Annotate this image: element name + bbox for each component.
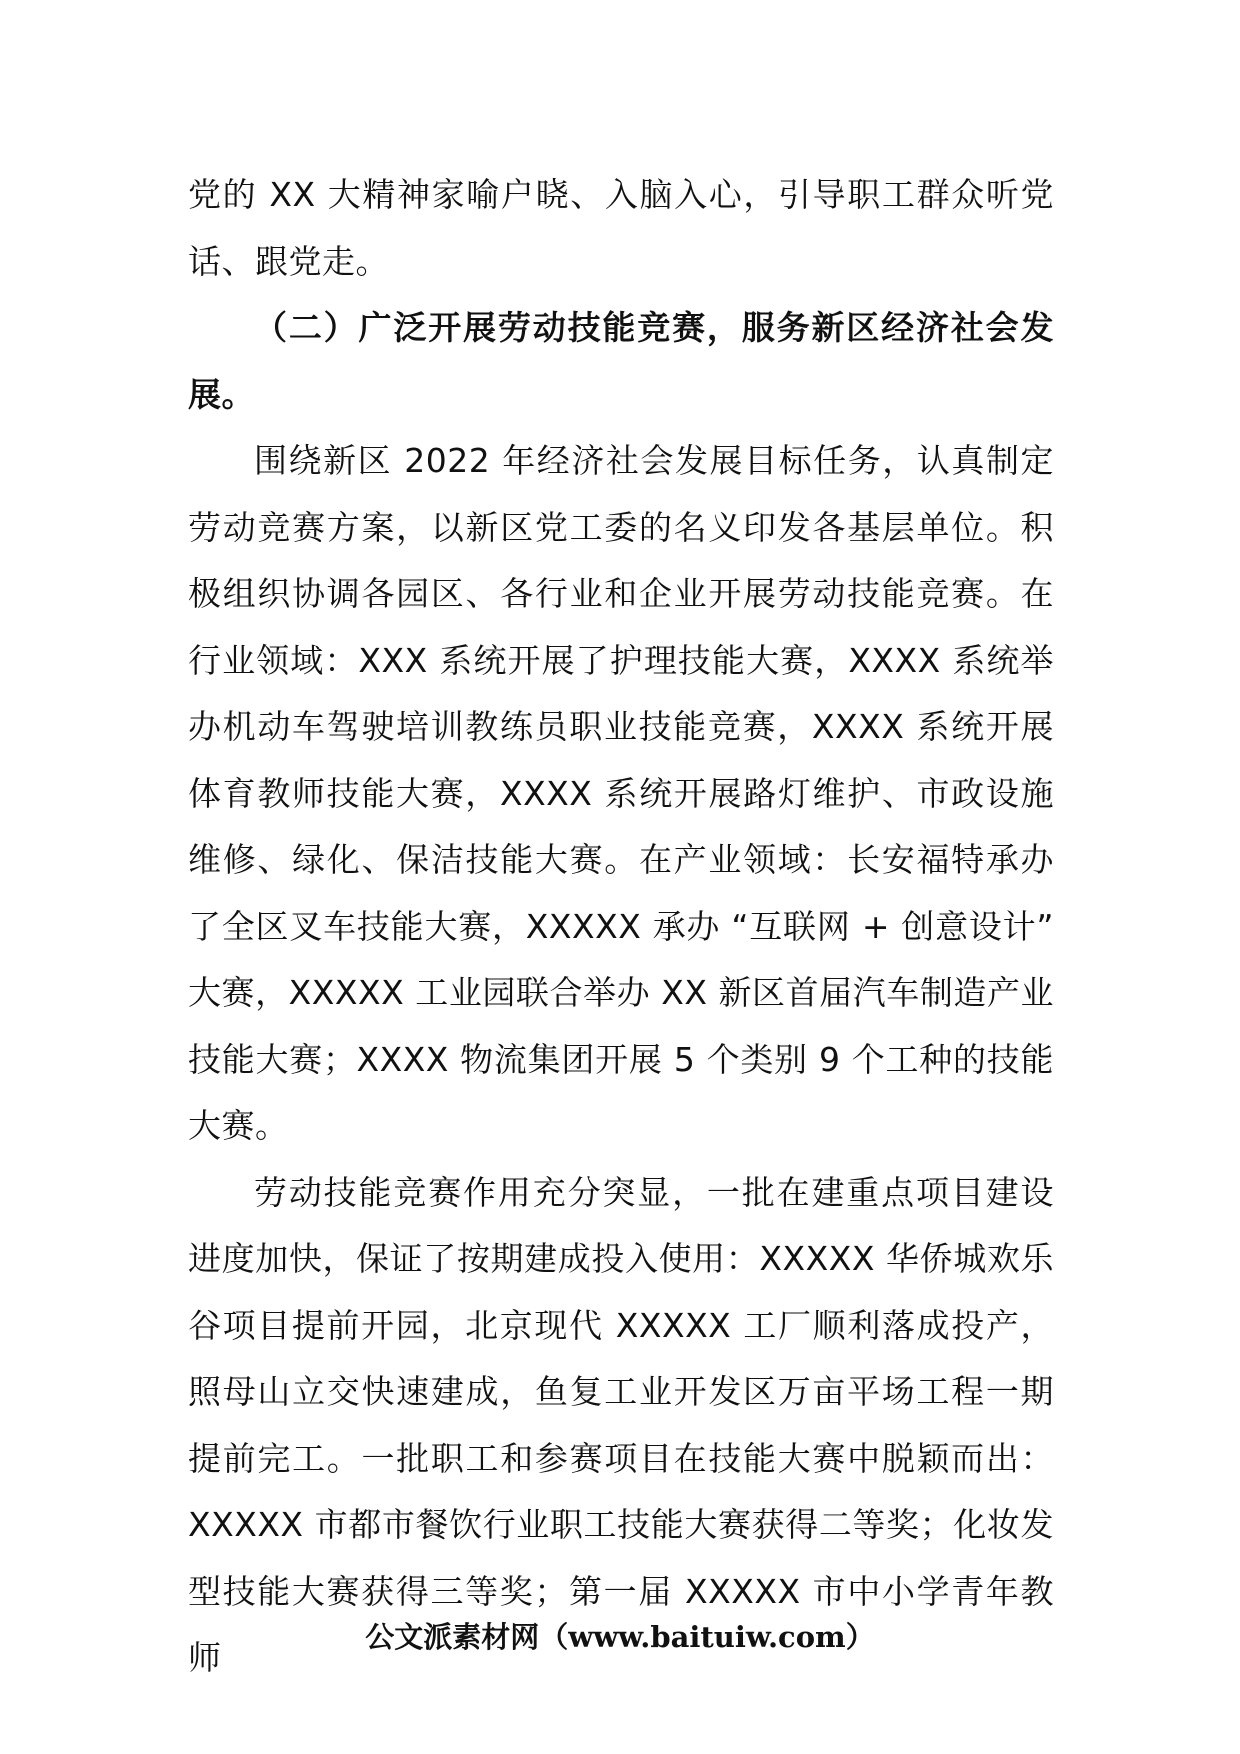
body-paragraph: 围绕新区 2022 年经济社会发展目标任务，认真制定劳动竞赛方案，以新区党工委的名义印发各基层单位。积极组织协调各园区、各行业和企业开展劳动技能竞赛。在行业领域：XXX 系统开展了护理技能大赛，XXXX 系统举办机动车驾驶培训教练员职业技能竞赛，XXXX 系统开展体育教师技能大赛，XXXX 系统开展路灯维护、市政设施维修、绿化、保洁技能大赛。在产业领域：长安福特承办了全区叉车技能大赛，XXXXX 承办 “互联网 + 创意设计” 大赛，XXXXX 工业园联合举办 XX 新区首届汽车制造产业技能大赛；XXXX 物流集团开展 5 个类别 9 个工种的技能大赛。 [188, 441, 1054, 1145]
body-paragraph: 劳动技能竞赛作用充分突显，一批在建重点项目建设进度加快，保证了按期建成投入使用：XXXXX 华侨城欢乐谷项目提前开园，北京现代 XXXXX 工厂顺利落成投产，照母山立交快速建成，鱼复工业开发区万亩平场工程一期提前完工。一批职工和参赛项目在技能大赛中脱颖而出：XXXXX 市都市餐饮行业职工技能大赛获得二等奖；化妆发型技能大赛获得三等奖；第一届 XXXXX 市中小学青年教师 [188, 1172, 1054, 1677]
section-heading: （二）广泛开展劳动技能竞赛，服务新区经济社会发展。 [188, 308, 1054, 414]
footer-watermark: 公文派素材网（www.baituiw.com） [365, 1620, 875, 1654]
document-page [188, 162, 1054, 1692]
body-paragraph-continued: 党的 XX 大精神家喻户晓、入脑入心，引导职工群众听党话、跟党走。 [188, 175, 1054, 281]
